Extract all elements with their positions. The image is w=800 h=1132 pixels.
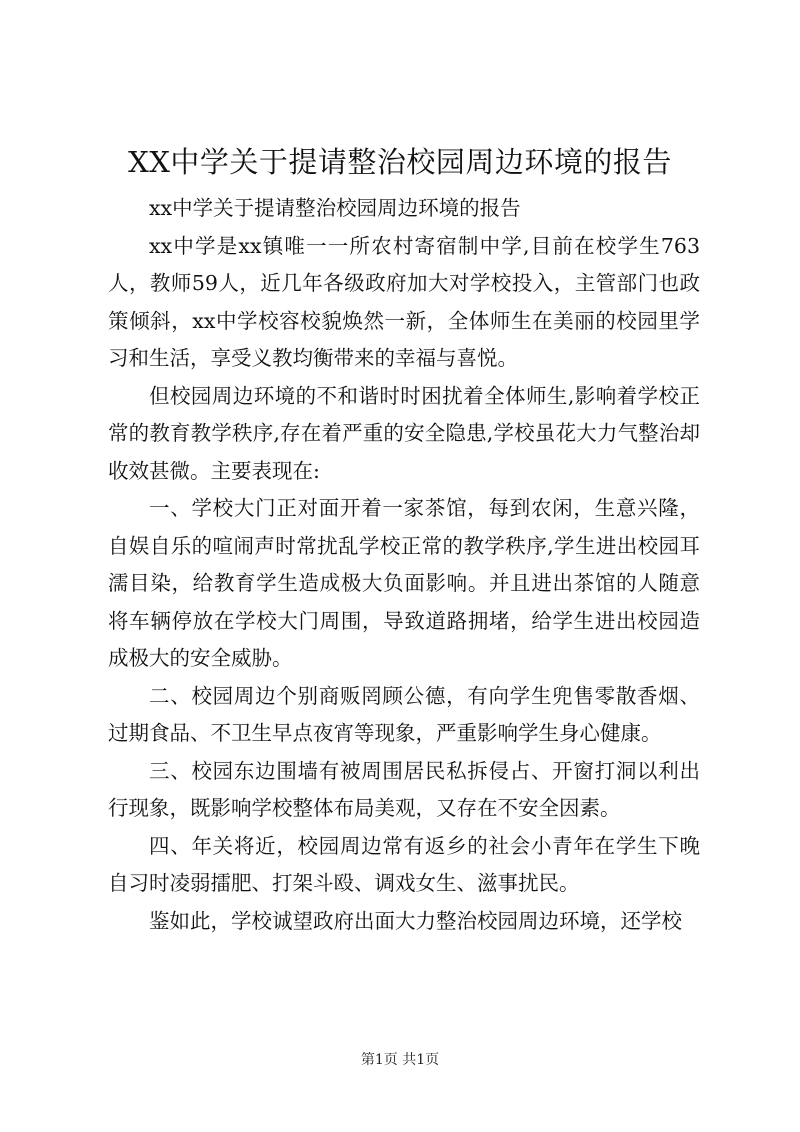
paragraph-request: 鉴如此，学校诚望政府出面大力整治校园周边环境，还学校 (149, 908, 682, 933)
document-title: XX中学关于提请整治校园周边环境的报告 (128, 145, 672, 179)
page-footer: 第1页 共1页 (360, 1052, 440, 1068)
paragraph-school-intro: xx中学是xx镇唯一一所农村寄宿制中学,目前在校学生763人，教师59人，近几年各级政府加大对学校投入，主管部门也政策倾斜，xx中学校容校貌焕然一新，全体师生在美丽的校园里学习和生活，享受义教均衡带来的幸福与喜悦。 (108, 233, 700, 370)
paragraph-issue-one: 一、学校大门正对面开着一家茶馆，每到农闲，生意兴隆，自娱自乐的喧闹声时常扰乱学校正常的教学秩序,学生进出校园耳濡目染，给教育学生造成极大负面影响。并且进出茶馆的人随意将车辆停放在学校大门周围，导致道路拥堵，给学生进出校园造成极大的安全威胁。 (108, 496, 700, 670)
paragraph-subtitle: xx中学关于提请整治校园周边环境的报告 (149, 196, 521, 220)
paragraph-issue-two: 二、校园周边个别商贩罔顾公德，有向学生兜售零散香烟、过期食品、不卫生早点夜宵等现象，严重影响学生身心健康。 (108, 683, 700, 745)
paragraph-issue-four: 四、年关将近，校园周边常有返乡的社会小青年在学生下晚自习时凌弱擂肥、打架斗殴、调戏女生、滋事扰民。 (108, 833, 700, 895)
paragraph-issue-three: 三、校园东边围墙有被周围居民私拆侵占、开窗打洞以利出行现象，既影响学校整体布局美观，又存在不安全因素。 (108, 758, 700, 820)
document-body (108, 190, 700, 940)
paragraph-problem-summary: 但校园周边环境的不和谐时时困扰着全体师生,影响着学校正常的教育教学秩序,存在着严重的安全隐患,学校虽花大力气整治却收效甚微。主要表现在: (108, 383, 700, 483)
